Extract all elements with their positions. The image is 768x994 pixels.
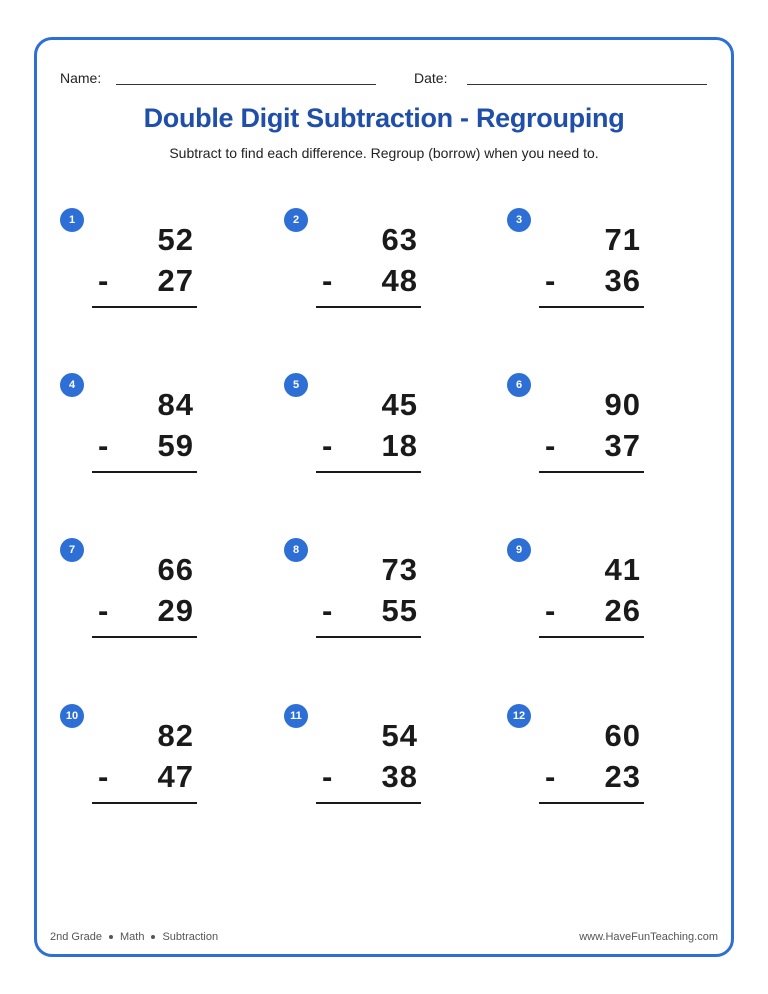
problem-5 xyxy=(284,373,434,503)
bullet-icon xyxy=(109,935,113,939)
minuend: 90 xyxy=(604,387,641,422)
name-line xyxy=(116,84,376,85)
answer-line xyxy=(92,306,197,308)
date-label: Date: xyxy=(414,70,448,86)
subtrahend: 55 xyxy=(381,593,418,628)
minuend: 45 xyxy=(381,387,418,422)
problem-number-badge: 6 xyxy=(507,373,531,397)
subtrahend: 47 xyxy=(157,759,194,794)
answer-line xyxy=(539,471,644,473)
footer-website: www.HaveFunTeaching.com xyxy=(579,931,718,943)
minus-sign: - xyxy=(322,593,333,628)
footer-categories xyxy=(50,931,218,943)
problem-number-badge: 9 xyxy=(507,538,531,562)
subtrahend: 27 xyxy=(157,263,194,298)
answer-line xyxy=(316,306,421,308)
subtrahend: 36 xyxy=(604,263,641,298)
minus-sign: - xyxy=(98,263,109,298)
problem-11 xyxy=(284,704,434,834)
problem-12 xyxy=(507,704,657,834)
name-label: Name: xyxy=(60,70,102,86)
answer-line xyxy=(92,636,197,638)
problem-4 xyxy=(60,373,210,503)
problem-number-badge: 11 xyxy=(284,704,308,728)
problem-number-badge: 10 xyxy=(60,704,84,728)
subtrahend: 18 xyxy=(381,428,418,463)
minuend: 60 xyxy=(604,718,641,753)
answer-line xyxy=(316,802,421,804)
problem-9 xyxy=(507,538,657,668)
instructions: Subtract to find each difference. Regroup (borrow) when you need to. xyxy=(169,145,599,161)
problem-number-badge: 12 xyxy=(507,704,531,728)
problem-number-badge: 8 xyxy=(284,538,308,562)
minuend: 63 xyxy=(381,222,418,257)
minus-sign: - xyxy=(545,263,556,298)
minuend: 71 xyxy=(604,222,641,257)
minuend: 52 xyxy=(157,222,194,257)
problem-number-badge: 1 xyxy=(60,208,84,232)
minus-sign: - xyxy=(98,428,109,463)
minus-sign: - xyxy=(322,428,333,463)
problem-number-badge: 2 xyxy=(284,208,308,232)
answer-line xyxy=(92,471,197,473)
minuend: 54 xyxy=(381,718,418,753)
minus-sign: - xyxy=(545,759,556,794)
subtrahend: 59 xyxy=(157,428,194,463)
answer-line xyxy=(539,802,644,804)
problem-10 xyxy=(60,704,210,834)
problem-number-badge: 4 xyxy=(60,373,84,397)
problem-number-badge: 5 xyxy=(284,373,308,397)
subtrahend: 48 xyxy=(381,263,418,298)
problem-8 xyxy=(284,538,434,668)
minus-sign: - xyxy=(98,759,109,794)
minus-sign: - xyxy=(98,593,109,628)
minuend: 84 xyxy=(157,387,194,422)
answer-line xyxy=(316,636,421,638)
problem-number-badge: 3 xyxy=(507,208,531,232)
footer-grade: 2nd Grade xyxy=(50,931,102,943)
answer-line xyxy=(92,802,197,804)
minus-sign: - xyxy=(545,428,556,463)
minuend: 73 xyxy=(381,552,418,587)
minus-sign: - xyxy=(545,593,556,628)
page-title: Double Digit Subtraction - Regrouping xyxy=(143,103,625,133)
answer-line xyxy=(316,471,421,473)
minuend: 82 xyxy=(157,718,194,753)
answer-line xyxy=(539,306,644,308)
subtrahend: 38 xyxy=(381,759,418,794)
minus-sign: - xyxy=(322,759,333,794)
problem-1 xyxy=(60,208,210,338)
bullet-icon xyxy=(151,935,155,939)
subtrahend: 37 xyxy=(604,428,641,463)
answer-line xyxy=(539,636,644,638)
problem-number-badge: 7 xyxy=(60,538,84,562)
subtrahend: 29 xyxy=(157,593,194,628)
minuend: 41 xyxy=(604,552,641,587)
footer-subject: Math xyxy=(119,931,145,943)
subtrahend: 23 xyxy=(604,759,641,794)
problem-2 xyxy=(284,208,434,338)
subtrahend: 26 xyxy=(604,593,641,628)
problem-7 xyxy=(60,538,210,668)
minus-sign: - xyxy=(322,263,333,298)
footer-topic: Subtraction xyxy=(162,931,219,943)
date-line xyxy=(467,84,707,85)
problem-3 xyxy=(507,208,657,338)
minuend: 66 xyxy=(157,552,194,587)
problem-6 xyxy=(507,373,657,503)
